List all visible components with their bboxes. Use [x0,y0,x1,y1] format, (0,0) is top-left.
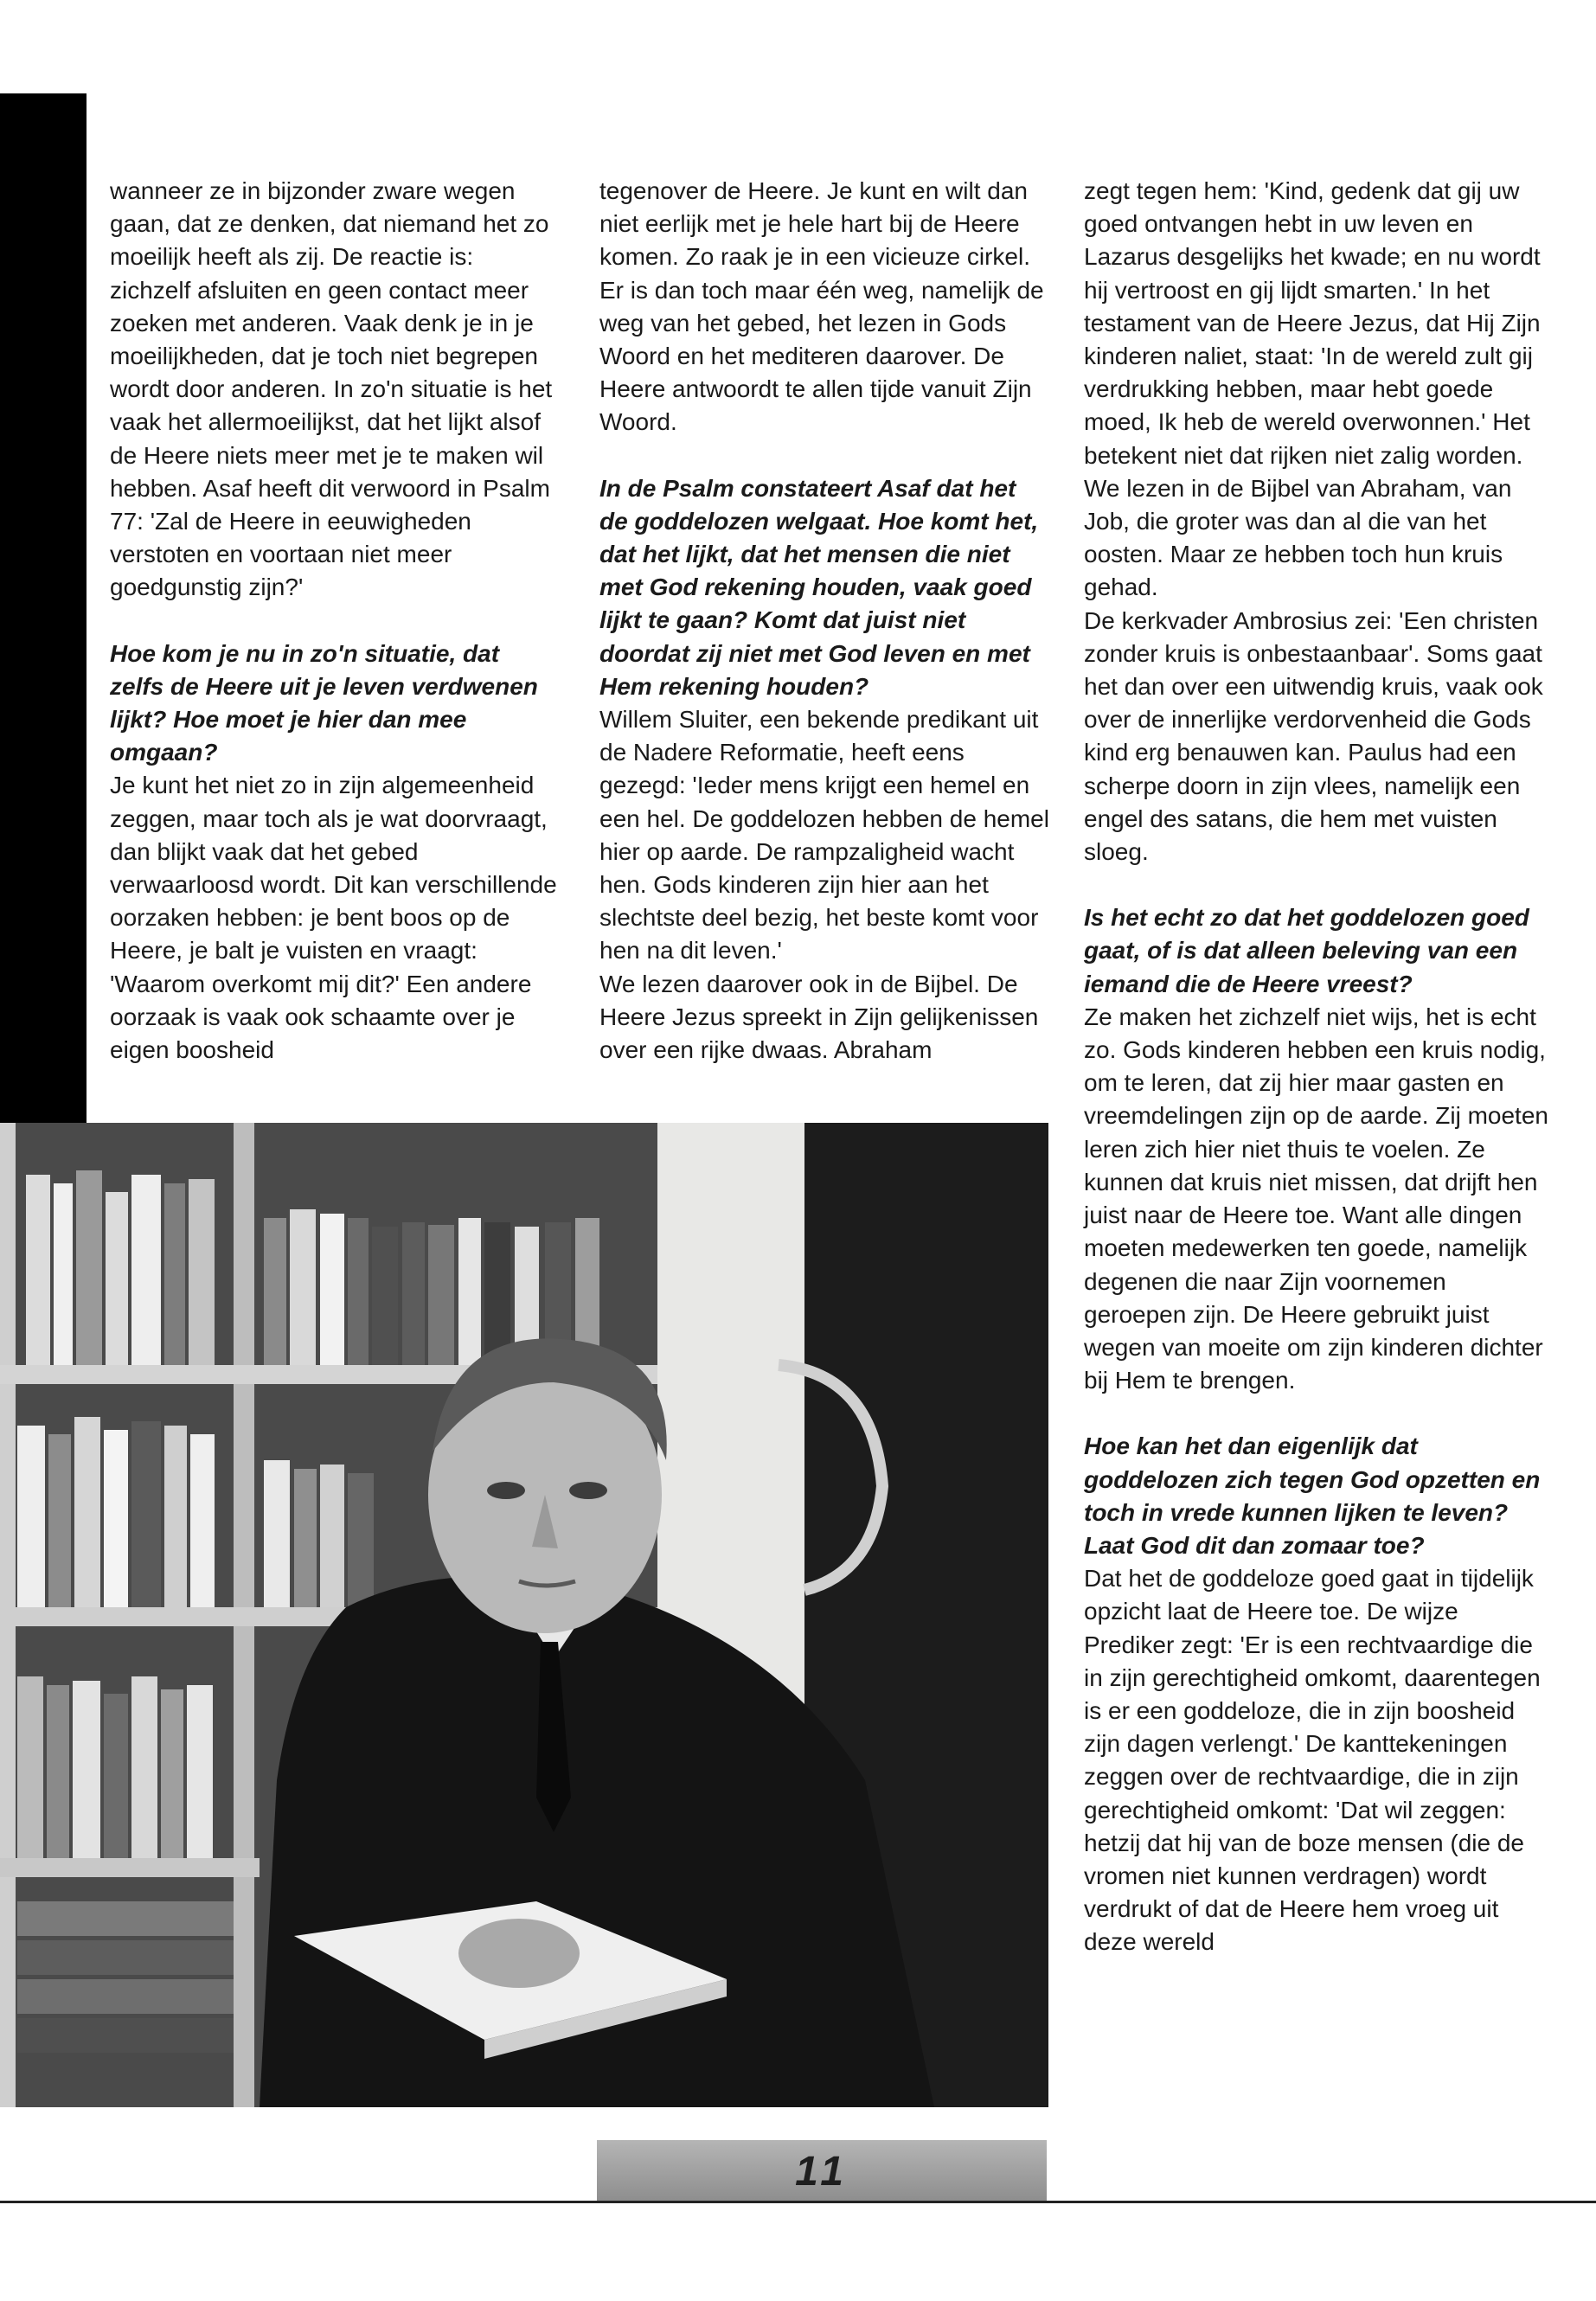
article-column-1 [110,175,560,1067]
page-number: 11 [795,2148,849,2195]
bottom-rule [0,2201,1596,2203]
paragraph: Ze maken het zichzelf niet wijs, het is echt zo. Gods kinderen hebben een kruis nodig, om te leren, dat zij hier maar gasten en vreemdelingen zijn op de aarde. Zij moeten leren zich hier niet thuis te voelen. Ze kunnen dat kruis niet missen, dat drijft hen juist naar de Heere toe. Want alle dingen moeten medewerken ten goede, namelijk degenen die naar Zijn voornemen geroepen zijn. De Heere gebruikt juist wegen van moeite om zijn kinderen dichter bij Hem te brengen. [1084,1003,1548,1394]
paragraph: wanneer ze in bijzonder zware wegen gaan, dat ze denken, dat niemand het zo moeilijk heeft als zij. De reactie is: zichzelf afsluiten en geen contact meer zoeken met anderen. Vaak denk je in je moeilijkheden, dat je toch niet begrepen wordt door anderen. In zo'n situatie is het vaak het allermoeilijkst, dat het lijkt alsof de Heere niets meer met je te maken wil hebben. Asaf heeft dit verwoord in Psalm 77: 'Zal de Heere in eeuwigheden verstoten en voortaan niet meer goedgunstig zijn?' [110,177,553,601]
interview-question: Is het echt zo dat het goddelozen goed gaat, of is dat alleen beleving van een iemand die de Heere vreest? [1084,904,1529,997]
article-column-2 [599,175,1049,1067]
article-column-3 [1084,175,1551,1959]
paragraph: zegt tegen hem: 'Kind, gedenk dat gij uw goed ontvangen hebt in uw leven en Lazarus desgelijks het kwade; en nu wordt hij vertroost en gij lijdt smarten.' In het testament van de Heere Jezus, dat Hij Zijn kinderen naliet, staat: 'In de wereld zult gij verdrukking hebben, maar hebt goede moed, Ik heb de wereld overwonnen.' Het betekent niet dat rijken niet zalig worden. We lezen in de Bijbel van Abraham, van Job, die groter was dan al die van het oosten. Maar ze hebben toch hun kruis gehad. [1084,177,1541,601]
paragraph: We lezen daarover ook in de Bijbel. De Heere Jezus spreekt in Zijn gelijkenissen over een rijke dwaas. Abraham [599,970,1039,1064]
portrait-photo [0,1123,1048,2107]
paragraph: Willem Sluiter, een bekende predikant uit de Nadere Reformatie, heeft eens gezegd: 'Ieder mens krijgt een hemel en een hel. De goddelozen hebben de hemel hier op aarde. De rampzaligheid wacht hen. Gods kinderen zijn hier aan het slechtste deel bezig, het beste komt voor hen na dit leven.' [599,706,1049,965]
interview-question: In de Psalm constateert Asaf dat het de goddelozen welgaat. Hoe komt het, dat het lijkt, dat het mensen die niet met God rekening houden, vaak goed lijkt te gaan? Komt dat juist niet doordat zij niet met God leven en met Hem rekening houden? [599,474,1039,700]
interview-question: Hoe kom je nu in zo'n situatie, dat zelfs de Heere uit je leven verdwenen lijkt? Hoe moet je hier dan mee omgaan? [110,639,538,766]
paragraph: Je kunt het niet zo in zijn algemeenheid zeggen, maar toch als je wat doorvraagt, dan blijkt vaak dat het gebed verwaarloosd wordt. Dit kan verschillende oorzaken hebben: je bent boos op de Heere, je balt je vuisten en vraagt: 'Waarom overkomt mij dit?' Een andere oorzaak is vaak ook schaamte over je eigen boosheid [110,772,557,1064]
interview-question: Hoe kan het dan eigenlijk dat goddelozen zich tegen God opzetten en toch in vrede kunnen lijken te leven? Laat God dit dan zomaar toe? [1084,1433,1541,1559]
page-number-bar [597,2140,1047,2202]
paragraph: Dat het de goddeloze goed gaat in tijdelijk opzicht laat de Heere toe. De wijze Prediker zegt: 'Er is een rechtvaardige die in zijn gerechtigheid omkomt, daarentegen is er een goddeloze, die in zijn boosheid zijn dagen verlengt.' De kanttekeningen zeggen over de rechtvaardige, die in zijn gerechtigheid omkomt: 'Dat wil zeggen: hetzij dat hij van de boze mensen (die de vromen niet kunnen verdragen) wordt verdrukt of dat de Heere hem vroeg uit deze wereld [1084,1565,1541,1956]
paragraph: De kerkvader Ambrosius zei: 'Een christen zonder kruis is onbestaanbaar'. Soms gaat het dan over een uitwendig kruis, vaak ook over de innerlijke verdorvenheid die Gods kind erg benauwen kan. Paulus had een scherpe doorn in zijn vlees, namelijk een engel des satans, die hem met vuisten sloeg. [1084,606,1543,866]
paragraph: tegenover de Heere. Je kunt en wilt dan niet eerlijk met je hele hart bij de Heere komen. Zo raak je in een vicieuze cirkel. Er is dan toch maar één weg, namelijk de weg van het gebed, het lezen in Gods Woord en het mediteren daarover. De Heere antwoordt te allen tijde vanuit Zijn Woord. [599,177,1044,436]
